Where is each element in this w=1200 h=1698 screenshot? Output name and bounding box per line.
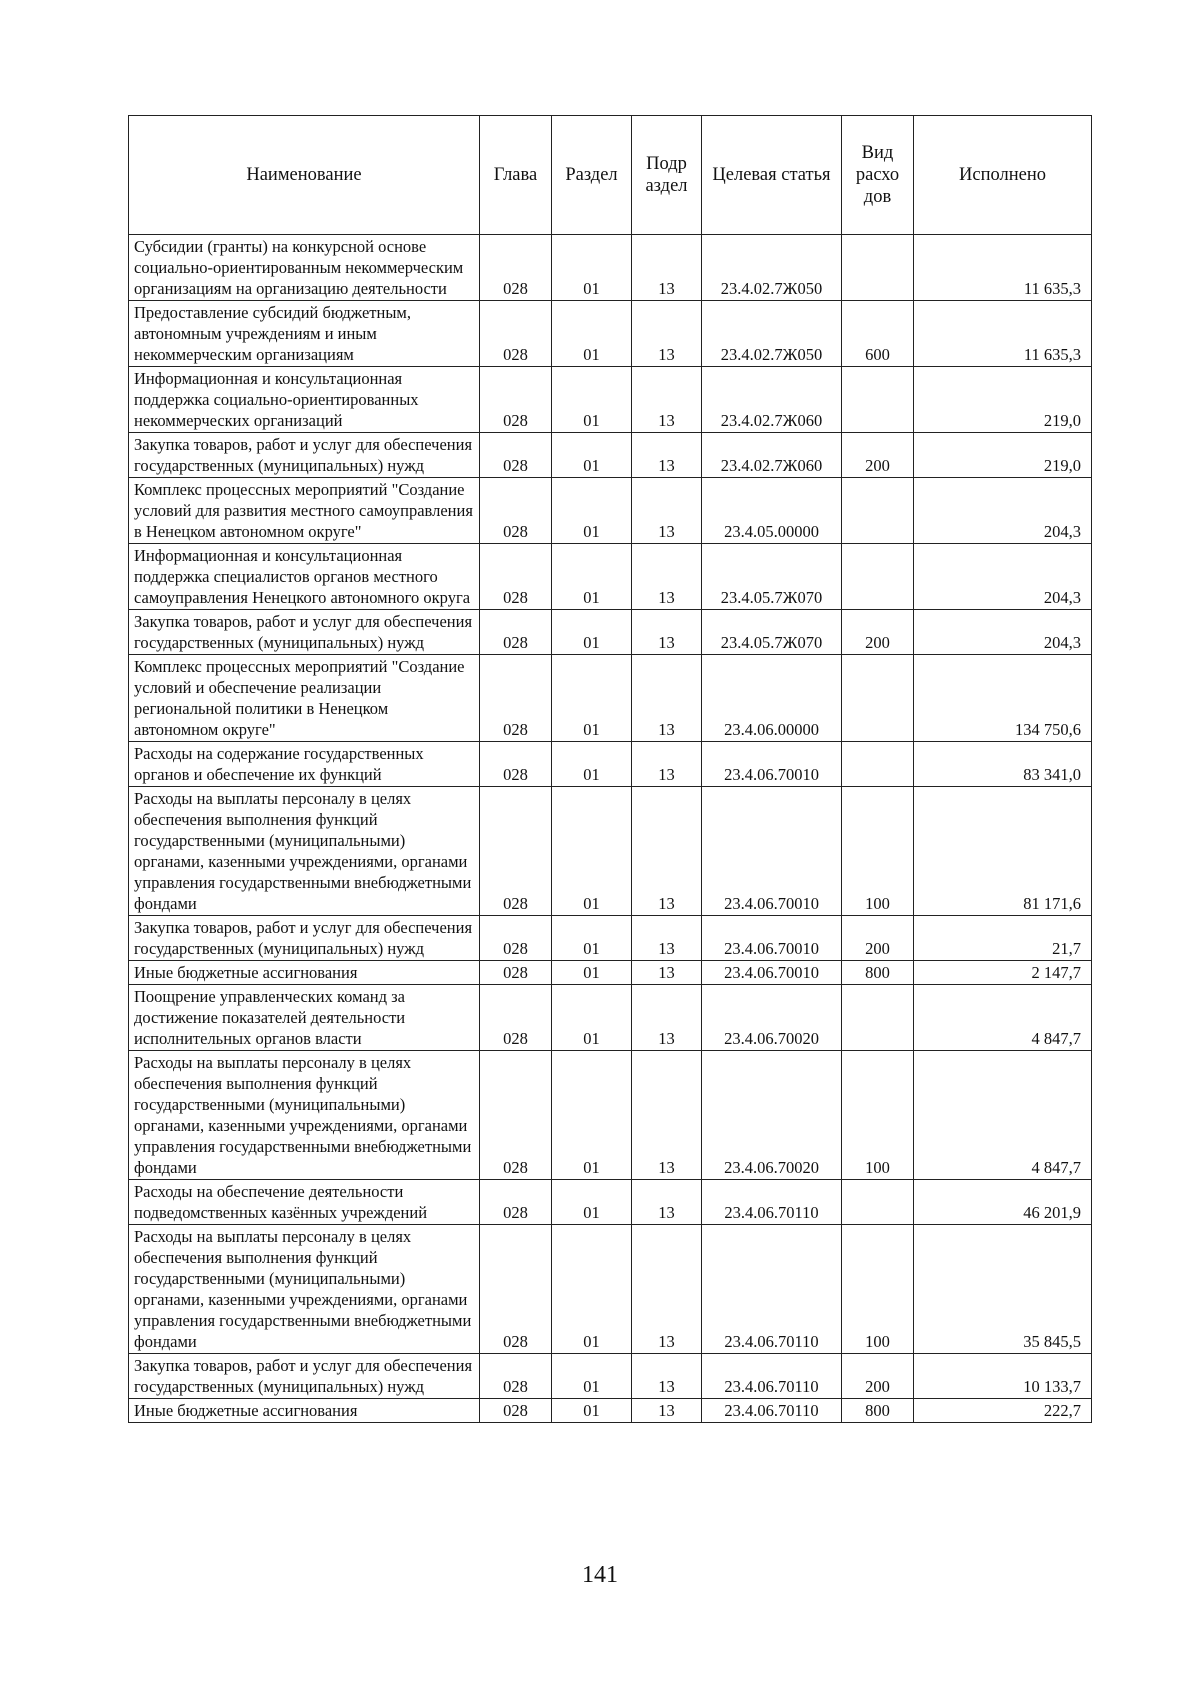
cell-glava: 028 [480,787,552,916]
cell-name: Иные бюджетные ассигнования [129,1399,480,1423]
cell-expense-type: 100 [842,787,914,916]
cell-expense-type [842,742,914,787]
header-expense-type: Вид расхо дов [842,116,914,235]
cell-glava: 028 [480,433,552,478]
cell-target-article: 23.4.06.70010 [702,787,842,916]
cell-expense-type [842,235,914,301]
cell-target-article: 23.4.06.70110 [702,1354,842,1399]
cell-name: Расходы на выплаты персоналу в целях обеспечения выполнения функций государственными (муниципальными) органами, казенными учреждениями, органами управления государственными внебюджетными фондами [129,1051,480,1180]
cell-executed: 35 845,5 [914,1225,1092,1354]
cell-name: Расходы на обеспечение деятельности подведомственных казённых учреждений [129,1180,480,1225]
table-row [129,916,1092,961]
cell-expense-type [842,655,914,742]
cell-podrazdel: 13 [632,367,702,433]
cell-podrazdel: 13 [632,787,702,916]
table-row [129,985,1092,1051]
cell-podrazdel: 13 [632,1354,702,1399]
cell-executed: 222,7 [914,1399,1092,1423]
cell-executed: 204,3 [914,544,1092,610]
cell-target-article: 23.4.06.70110 [702,1399,842,1423]
cell-name: Субсидии (гранты) на конкурсной основе социально-ориентированным некоммерческим организациям на организацию деятельности [129,235,480,301]
cell-expense-type: 800 [842,1399,914,1423]
table-row [129,478,1092,544]
cell-podrazdel: 13 [632,1180,702,1225]
cell-razdel: 01 [552,610,632,655]
cell-name: Закупка товаров, работ и услуг для обеспечения государственных (муниципальных) нужд [129,433,480,478]
cell-expense-type [842,478,914,544]
cell-glava: 028 [480,367,552,433]
header-name: Наименование [129,116,480,235]
cell-razdel: 01 [552,961,632,985]
table-row [129,1354,1092,1399]
cell-podrazdel: 13 [632,742,702,787]
cell-expense-type [842,1180,914,1225]
cell-executed: 10 133,7 [914,1354,1092,1399]
cell-target-article: 23.4.02.7Ж050 [702,235,842,301]
cell-razdel: 01 [552,985,632,1051]
table-header-row [129,116,1092,235]
cell-podrazdel: 13 [632,961,702,985]
table-row [129,367,1092,433]
cell-target-article: 23.4.06.70010 [702,961,842,985]
table-row [129,433,1092,478]
cell-executed: 21,7 [914,916,1092,961]
cell-executed: 134 750,6 [914,655,1092,742]
table-row [129,1180,1092,1225]
cell-executed: 46 201,9 [914,1180,1092,1225]
cell-razdel: 01 [552,433,632,478]
cell-expense-type [842,985,914,1051]
cell-podrazdel: 13 [632,1399,702,1423]
table-row [129,1051,1092,1180]
cell-razdel: 01 [552,1225,632,1354]
cell-expense-type: 600 [842,301,914,367]
cell-razdel: 01 [552,301,632,367]
cell-name: Расходы на содержание государственных органов и обеспечение их функций [129,742,480,787]
cell-glava: 028 [480,1399,552,1423]
table-row [129,610,1092,655]
cell-expense-type: 100 [842,1051,914,1180]
cell-glava: 028 [480,544,552,610]
table-row [129,961,1092,985]
budget-table-container [128,115,1091,1423]
table-row [129,787,1092,916]
cell-executed: 83 341,0 [914,742,1092,787]
page-number: 141 [582,1562,618,1588]
cell-razdel: 01 [552,544,632,610]
cell-target-article: 23.4.06.70110 [702,1225,842,1354]
cell-expense-type: 200 [842,610,914,655]
cell-podrazdel: 13 [632,655,702,742]
cell-target-article: 23.4.02.7Ж050 [702,301,842,367]
cell-glava: 028 [480,610,552,655]
cell-executed: 4 847,7 [914,985,1092,1051]
cell-podrazdel: 13 [632,433,702,478]
cell-expense-type: 200 [842,433,914,478]
cell-podrazdel: 13 [632,301,702,367]
header-executed: Исполнено [914,116,1092,235]
cell-glava: 028 [480,1051,552,1180]
cell-glava: 028 [480,1354,552,1399]
cell-executed: 219,0 [914,367,1092,433]
cell-podrazdel: 13 [632,478,702,544]
cell-podrazdel: 13 [632,610,702,655]
cell-glava: 028 [480,961,552,985]
cell-expense-type [842,544,914,610]
cell-razdel: 01 [552,235,632,301]
cell-executed: 11 635,3 [914,235,1092,301]
cell-expense-type: 100 [842,1225,914,1354]
table-row [129,742,1092,787]
cell-name: Закупка товаров, работ и услуг для обеспечения государственных (муниципальных) нужд [129,1354,480,1399]
cell-glava: 028 [480,235,552,301]
cell-executed: 81 171,6 [914,787,1092,916]
cell-target-article: 23.4.05.7Ж070 [702,544,842,610]
cell-target-article: 23.4.06.70020 [702,985,842,1051]
cell-name: Закупка товаров, работ и услуг для обеспечения государственных (муниципальных) нужд [129,916,480,961]
budget-table [128,115,1092,1423]
cell-target-article: 23.4.06.00000 [702,655,842,742]
cell-razdel: 01 [552,367,632,433]
cell-razdel: 01 [552,787,632,916]
cell-name: Информационная и консультационная поддержка специалистов органов местного самоуправления Ненецкого автономного округа [129,544,480,610]
cell-expense-type: 200 [842,1354,914,1399]
cell-executed: 11 635,3 [914,301,1092,367]
cell-glava: 028 [480,916,552,961]
cell-name: Информационная и консультационная поддержка социально-ориентированных некоммерческих организаций [129,367,480,433]
cell-razdel: 01 [552,1180,632,1225]
cell-target-article: 23.4.05.00000 [702,478,842,544]
cell-glava: 028 [480,478,552,544]
cell-executed: 2 147,7 [914,961,1092,985]
cell-name: Предоставление субсидий бюджетным, автономным учреждениям и иным некоммерческим организациям [129,301,480,367]
cell-podrazdel: 13 [632,1051,702,1180]
cell-executed: 204,3 [914,610,1092,655]
cell-podrazdel: 13 [632,1225,702,1354]
cell-expense-type: 800 [842,961,914,985]
cell-name: Иные бюджетные ассигнования [129,961,480,985]
cell-executed: 4 847,7 [914,1051,1092,1180]
cell-target-article: 23.4.06.70020 [702,1051,842,1180]
table-row [129,235,1092,301]
cell-razdel: 01 [552,1399,632,1423]
header-podrazdel: Подр аздел [632,116,702,235]
cell-podrazdel: 13 [632,916,702,961]
cell-name: Комплекс процессных мероприятий "Создание условий и обеспечение реализации региональной политики в Ненецком автономном округе" [129,655,480,742]
cell-glava: 028 [480,301,552,367]
cell-target-article: 23.4.06.70010 [702,742,842,787]
cell-target-article: 23.4.05.7Ж070 [702,610,842,655]
cell-glava: 028 [480,985,552,1051]
cell-target-article: 23.4.02.7Ж060 [702,367,842,433]
table-row [129,655,1092,742]
cell-target-article: 23.4.06.70110 [702,1180,842,1225]
cell-executed: 219,0 [914,433,1092,478]
cell-target-article: 23.4.06.70010 [702,916,842,961]
cell-podrazdel: 13 [632,544,702,610]
cell-expense-type: 200 [842,916,914,961]
cell-razdel: 01 [552,1051,632,1180]
cell-glava: 028 [480,1225,552,1354]
cell-razdel: 01 [552,742,632,787]
table-row [129,301,1092,367]
cell-name: Закупка товаров, работ и услуг для обеспечения государственных (муниципальных) нужд [129,610,480,655]
header-razdel: Раздел [552,116,632,235]
cell-podrazdel: 13 [632,235,702,301]
cell-executed: 204,3 [914,478,1092,544]
cell-glava: 028 [480,655,552,742]
cell-razdel: 01 [552,916,632,961]
table-row [129,544,1092,610]
cell-razdel: 01 [552,655,632,742]
cell-podrazdel: 13 [632,985,702,1051]
table-row [129,1399,1092,1423]
cell-target-article: 23.4.02.7Ж060 [702,433,842,478]
cell-razdel: 01 [552,1354,632,1399]
cell-expense-type [842,367,914,433]
cell-name: Комплекс процессных мероприятий "Создание условий для развития местного самоуправления в Ненецком автономном округе" [129,478,480,544]
header-glava: Глава [480,116,552,235]
cell-glava: 028 [480,1180,552,1225]
cell-name: Расходы на выплаты персоналу в целях обеспечения выполнения функций государственными (муниципальными) органами, казенными учреждениями, органами управления государственными внебюджетными фондами [129,787,480,916]
table-body [129,235,1092,1423]
cell-name: Поощрение управленческих команд за достижение показателей деятельности исполнительных органов власти [129,985,480,1051]
table-row [129,1225,1092,1354]
cell-glava: 028 [480,742,552,787]
cell-razdel: 01 [552,478,632,544]
cell-name: Расходы на выплаты персоналу в целях обеспечения выполнения функций государственными (муниципальными) органами, казенными учреждениями, органами управления государственными внебюджетными фондами [129,1225,480,1354]
header-target-article: Целевая статья [702,116,842,235]
